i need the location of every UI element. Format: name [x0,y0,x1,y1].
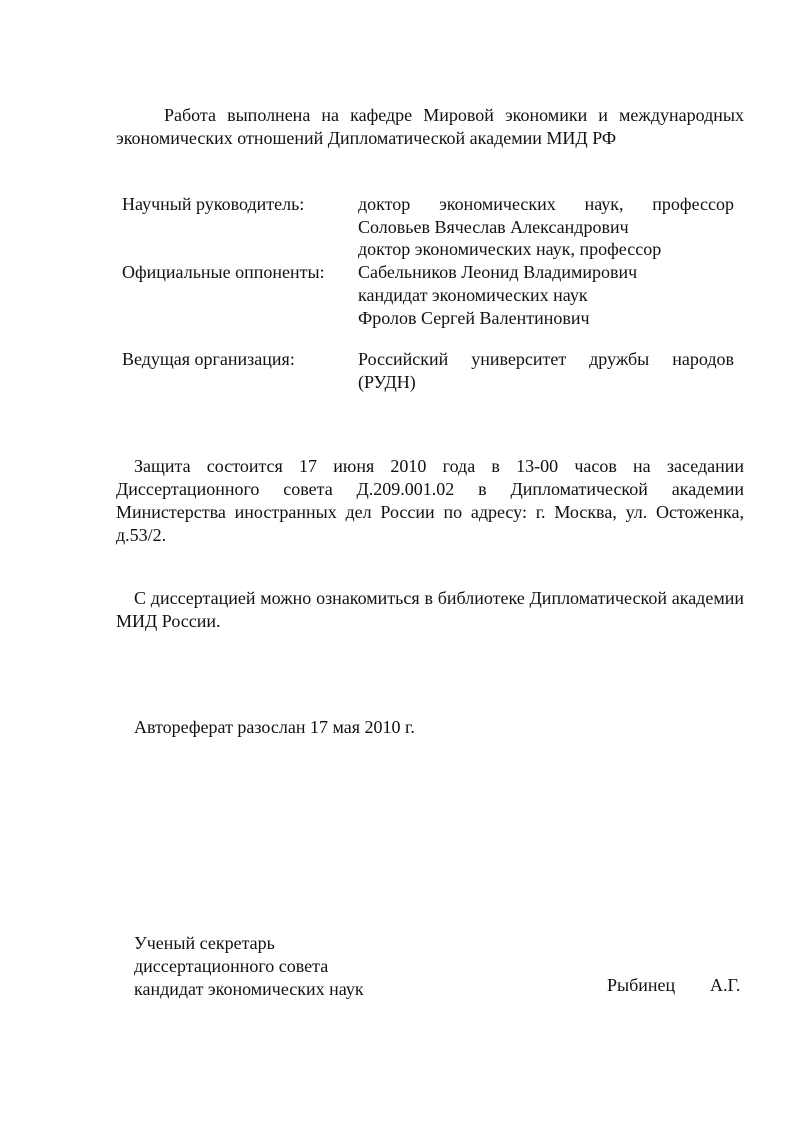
opponent2-degree: кандидат экономических наук [358,285,588,305]
lead-org-label: Ведущая организация: [122,349,295,369]
defense-paragraph: Защита состоится 17 июня 2010 года в 13-00 часов на заседании Диссертационного совета Д.209.001.02 в Дипломатической академии Министерства иностранных дел России по адресу: г. Москва, ул. Остоженка, д.53/2. [116,456,744,545]
lead-org-abbr: (РУДН) [358,372,416,392]
opponent1-name: Сабельников Леонид Владимирович [358,262,638,282]
advisor-degree: доктор экономических наук, профессор [358,194,734,214]
lead-org-value [358,348,734,394]
advisor-name: Соловьев Вячеслав Александрович [358,217,629,237]
library-paragraph: С диссертацией можно ознакомиться в библиотеке Дипломатической академии МИД России. [116,588,744,631]
advisor-value [358,193,734,239]
opponent2-name: Фролов Сергей Валентинович [358,308,590,328]
sent-date: Автореферат разослан 17 мая 2010 г. [134,717,415,737]
signature-block [134,932,364,1001]
signature-title: Ученый секретарь [134,933,275,953]
opponent1-degree: доктор экономических наук, профессор [358,239,662,259]
lead-org-name: Российский университет дружбы народов [358,349,734,369]
opponents-value [358,238,734,330]
intro-paragraph: Работа выполнена на кафедре Мировой экономики и международных экономических отношений Дипломатической академии МИД РФ [116,105,744,148]
advisor-label: Научный руководитель: [122,194,305,214]
signature-degree: кандидат экономических наук [134,979,364,999]
signature-council: диссертационного совета [134,956,329,976]
signature-name: Рыбинец [607,975,676,995]
opponents-label: Официальные оппоненты: [122,262,325,282]
signature-initials: А.Г. [710,975,741,995]
